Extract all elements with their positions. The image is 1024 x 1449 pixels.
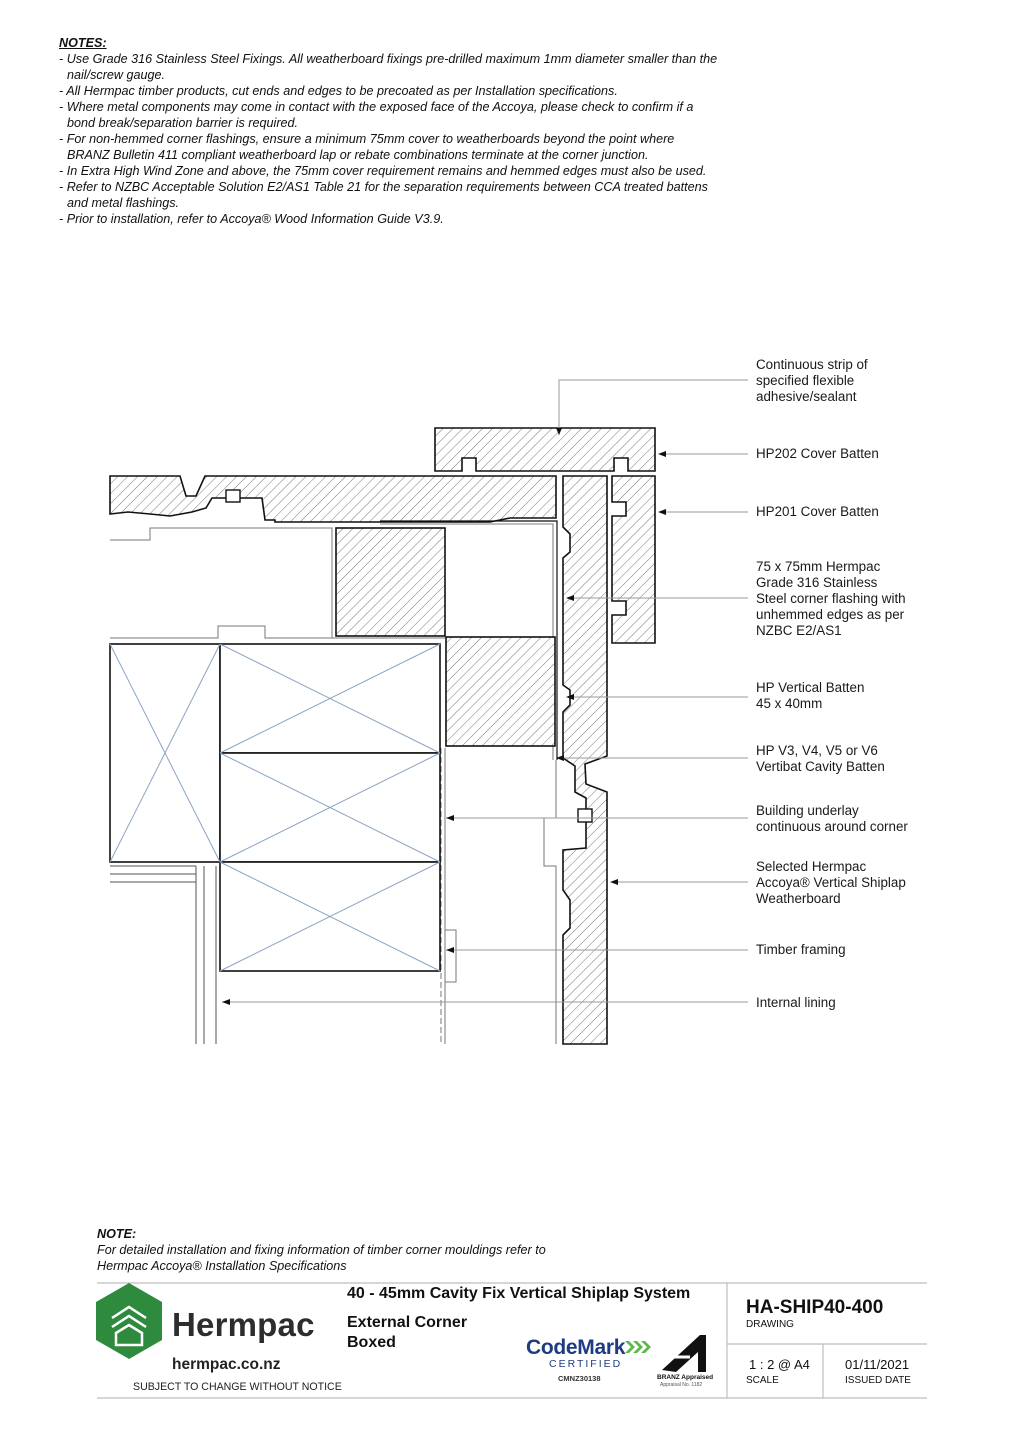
note-item: - In Extra High Wind Zone and above, the 75mm cover requirement remains and hemmed edges must also be used. (59, 164, 707, 178)
note-item: - All Hermpac timber products, cut ends and edges to be precoated as per Installation specifications. (59, 84, 618, 98)
callout-timber-framing: Timber framing (756, 942, 846, 957)
detail-title: External Corner Boxed (347, 1314, 468, 1351)
branz-number: Appraisal No. 1182 (660, 1382, 703, 1388)
cavity-batten-top (336, 528, 445, 636)
scale-value: 1 : 2 @ A4 (749, 1357, 810, 1372)
callout-weatherboard: Selected Hermpac Accoya® Vertical Shiplap Weatherboard (756, 859, 906, 906)
hermpac-logo (96, 1283, 162, 1359)
weatherboard-horizontal (110, 476, 556, 522)
hp201-cover-batten (612, 476, 655, 643)
callout-hp201: HP201 Cover Batten (756, 504, 879, 519)
note-item: - Where metal components may come in contact with the exposed face of the Accoya, please check to confirm if a bond break/separation barrier is required. (59, 100, 694, 130)
branz-appraised-icon (662, 1335, 706, 1372)
scale-label: SCALE (746, 1375, 779, 1386)
weatherboard-key (578, 809, 592, 822)
branz-label: BRANZ Appraised (657, 1374, 714, 1381)
drawing-label: DRAWING (746, 1319, 794, 1330)
callout-hp202: HP202 Cover Batten (756, 446, 879, 461)
issued-date-label: ISSUED DATE (845, 1375, 911, 1386)
callout-building-underlay: Building underlay continuous around corner (756, 803, 908, 834)
internal-lining (110, 866, 216, 1044)
codemark-certified: CERTIFIED (549, 1358, 623, 1370)
notes-heading: NOTES: (59, 36, 107, 50)
note-item: - Use Grade 316 Stainless Steel Fixings. All weatherboard fixings pre-drilled maximum 1mm diameter smaller than the nail/screw gauge. (59, 52, 718, 82)
callout-corner-flashing: 75 x 75mm Hermpac Grade 316 Stainless Steel corner flashing with unhemmed edges as per NZBC E2/AS1 (756, 559, 906, 638)
note-item: - For non-hemmed corner flashings, ensure a minimum 75mm cover to weatherboards beyond the point where BRANZ Bulletin 411 compliant weatherboard lap or rebate combinations terminate at the corner junction. (59, 132, 675, 162)
note-item: - Refer to NZBC Acceptable Solution E2/AS1 Table 21 for the separation requirements between CCA treated battens and metal flashings. (59, 180, 708, 210)
bottom-note-text: Hermpac Accoya® Installation Specifications (97, 1259, 347, 1273)
codemark-chevron-icon (625, 1341, 651, 1353)
codemark-logo: CodeMark (526, 1336, 626, 1359)
bottom-note-heading: NOTE: (97, 1227, 137, 1241)
bottom-note-text: For detailed installation and fixing information of timber corner mouldings refer to (97, 1243, 546, 1257)
callout-sealant: Continuous strip of specified flexible adhesive/sealant (756, 357, 868, 404)
hp-vertical-batten (446, 637, 555, 746)
drawing-number: HA-SHIP40-400 (746, 1297, 884, 1318)
timber-framing (110, 644, 440, 971)
disclaimer: SUBJECT TO CHANGE WITHOUT NOTICE (133, 1381, 342, 1393)
issued-date-value: 01/11/2021 (845, 1357, 910, 1372)
callout-vertical-batten: HP Vertical Batten 45 x 40mm (756, 680, 865, 711)
system-title: 40 - 45mm Cavity Fix Vertical Shiplap System (347, 1285, 691, 1302)
building-underlay (110, 528, 332, 638)
bottom-note (97, 1226, 546, 1274)
callout-cavity-batten: HP V3, V4, V5 or V6 Vertibat Cavity Batten (756, 743, 885, 774)
hp202-cover-batten (435, 428, 655, 471)
codemark-number: CMNZ30138 (558, 1374, 601, 1383)
note-item: - Prior to installation, refer to Accoya® Wood Information Guide V3.9. (59, 212, 444, 226)
brand-name: Hermpac (172, 1306, 315, 1343)
weatherboard-lap-key (226, 490, 240, 502)
weatherboard-vertical (563, 476, 607, 1044)
website-link[interactable]: hermpac.co.nz (172, 1356, 281, 1373)
callout-internal-lining: Internal lining (756, 995, 836, 1010)
